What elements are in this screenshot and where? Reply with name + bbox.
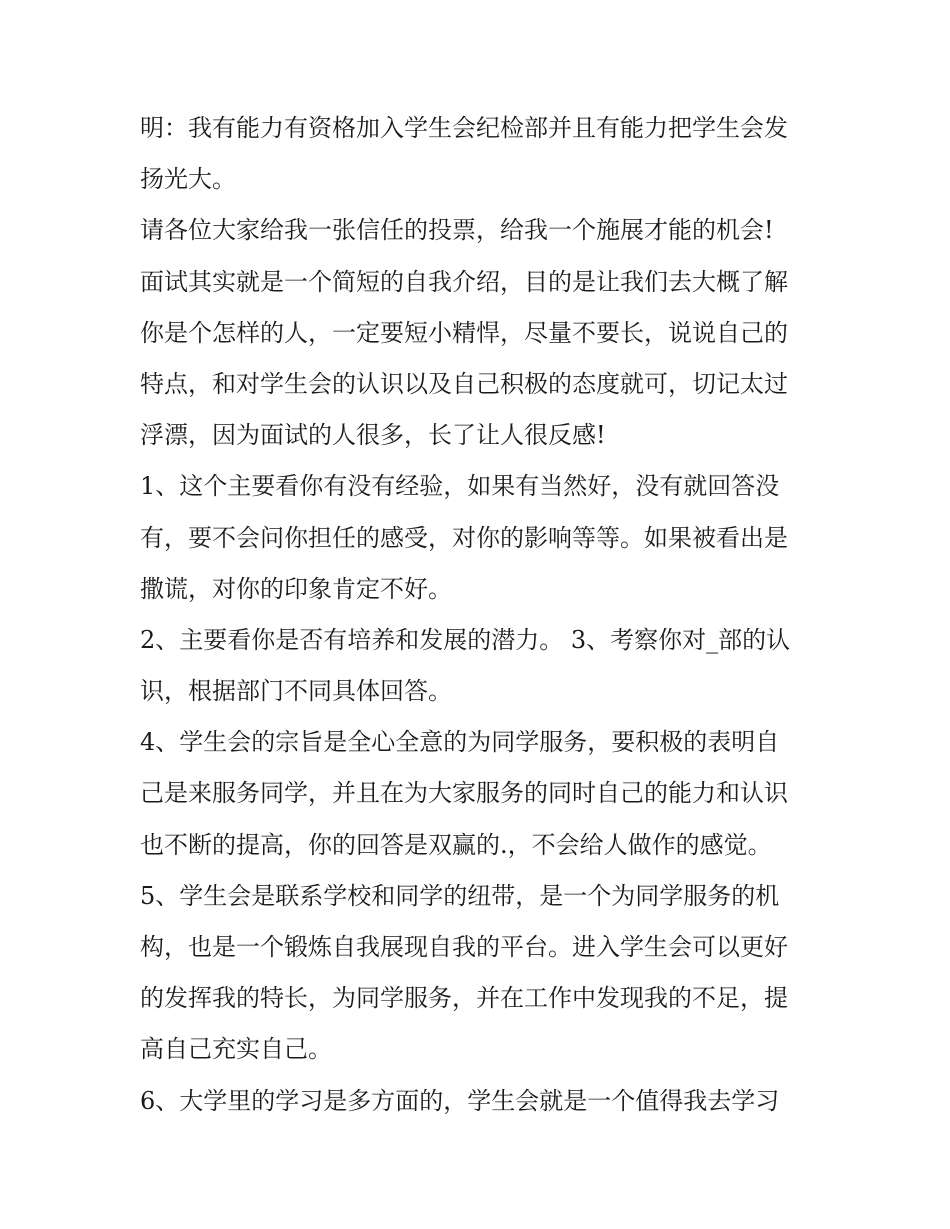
text-line: 撒谎，对你的印象肯定不好。 <box>140 574 452 603</box>
text-line: 也不断的提高，你的回答是双赢的.，不会给人做作的感觉。 <box>140 830 772 859</box>
text-line: 己是来服务同学，并且在为大家服务的同时自己的能力和认识 <box>140 779 788 808</box>
text-line: 构，也是一个锻炼自我展现自我的平台。进入学生会可以更好 <box>140 933 788 961</box>
text-line: 浮漂，因为面试的人很多，长了让人很反感! <box>140 421 606 450</box>
text-line: 1、这个主要看你有没有经验，如果有当然好，没有就回答没 <box>140 472 780 501</box>
text-line: 2、主要看你是否有培养和发展的潜力。 3、考察你对_部的认 <box>140 625 791 654</box>
text-line: 识，根据部门不同具体回答。 <box>140 677 452 706</box>
text-line: 4、学生会的宗旨是全心全意的为同学服务，要积极的表明自 <box>140 728 780 757</box>
text-line: 明：我有能力有资格加入学生会纪检部并且有能力把学生会发 <box>140 114 788 142</box>
text-line: 5、学生会是联系学校和同学的纽带，是一个为同学服务的机 <box>140 881 780 910</box>
document-body <box>140 103 820 1127</box>
text-line: 你是个怎样的人，一定要短小精悍，尽量不要长，说说自己的 <box>140 318 788 347</box>
text-line: 有，要不会问你担任的感受，对你的影响等等。如果被看出是 <box>140 523 788 552</box>
text-line: 面试其实就是一个简短的自我介绍，目的是让我们去大概了解 <box>140 267 788 296</box>
text-line: 高自己充实自己。 <box>140 1035 332 1064</box>
text-line: 的发挥我的特长，为同学服务，并在工作中发现我的不足，提 <box>140 984 788 1013</box>
text-line: 扬光大。 <box>140 165 236 194</box>
text-line: 6、大学里的学习是多方面的，学生会就是一个值得我去学习 <box>140 1086 780 1115</box>
text-line: 特点，和对学生会的认识以及自己积极的态度就可，切记太过 <box>140 369 788 398</box>
text-line: 请各位大家给我一张信任的投票，给我一个施展才能的机会! <box>140 216 774 245</box>
